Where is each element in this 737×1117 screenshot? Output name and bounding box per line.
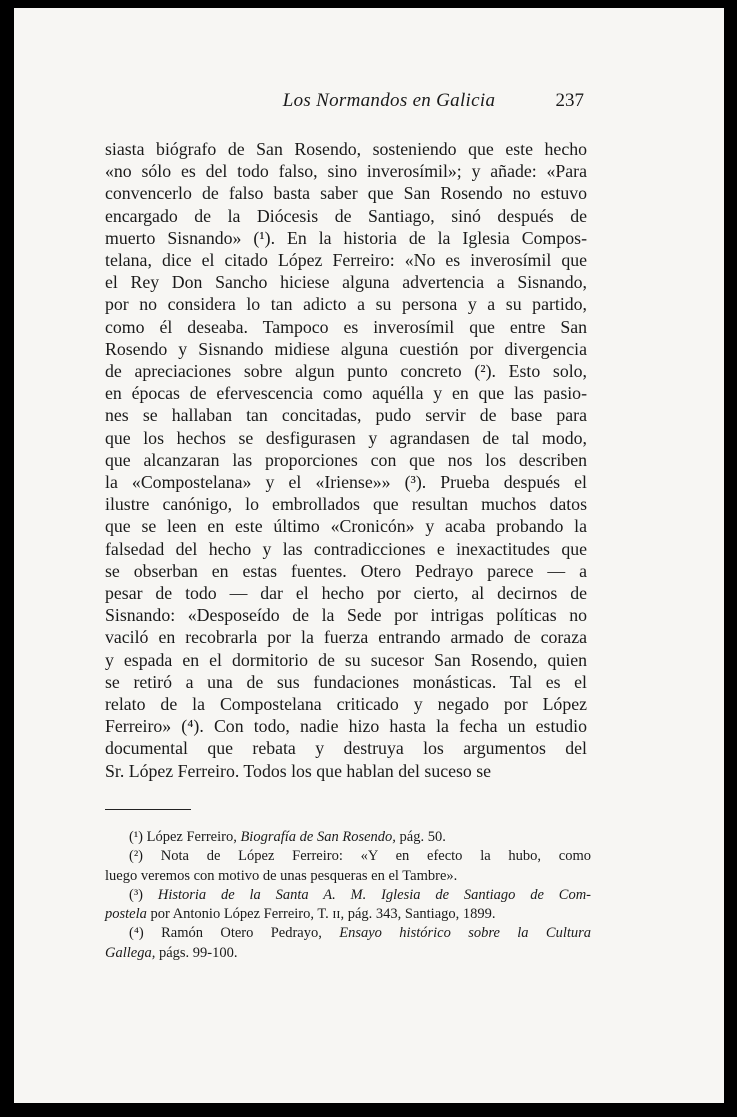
footnote-line <box>105 905 591 924</box>
footnote-title: Historia de la Santa A. M. Iglesia de Santiago de Com- <box>157 886 591 903</box>
footnote-mark: (¹) <box>129 829 144 845</box>
body-line: en épocas de efervescencia como aquélla y en que las pasio- <box>105 383 587 404</box>
body-line: vaciló en recobrarla por la fuerza entrando armado de coraza <box>105 627 587 648</box>
footnote-1 <box>105 828 591 847</box>
body-line: de apreciaciones sobre algun punto concreto (²). Esto solo, <box>105 361 587 382</box>
footnote-text: por Antonio López Ferreiro, T. ɪɪ, pág. 343, Santiago, 1899. <box>150 906 496 923</box>
body-line: que se leen en este último «Cronicón» y acaba probando la <box>105 516 587 537</box>
body-line: se retiró a una de sus fundaciones monásticas. Tal es el <box>105 671 587 692</box>
footnote-title: Biografía de San Rosendo, <box>240 829 396 845</box>
body-line: encargado de la Diócesis de Santiago, sinó después de <box>105 205 587 226</box>
footnote-text: Nota de López Ferreiro: «Y en efecto la hubo, como <box>160 848 592 865</box>
footnote-title: Ensayo histórico sobre la Cultura <box>339 925 592 942</box>
page-number: 237 <box>555 90 584 111</box>
page-header <box>14 90 724 120</box>
body-line: documental que rebata y destruya los argumentos del <box>105 738 587 759</box>
footnote-line: luego veremos con motivo de unas pesqueras en el Tambre». <box>105 867 458 884</box>
body-line: convencerlo de falso basta saber que San Rosendo no estuvo <box>105 183 587 204</box>
body-line: siasta biógrafo de San Rosendo, sosteniendo que este hecho <box>105 139 587 159</box>
footnote-2 <box>105 847 591 886</box>
footnote-line <box>105 886 591 905</box>
body-line: Sisnando: «Desposeído de la Sede por intrigas políticas no <box>105 605 587 626</box>
footnote-text: Ramón Otero Pedrayo, <box>161 925 322 942</box>
footnote-line <box>105 847 591 866</box>
body-text <box>105 138 587 782</box>
footnote-mark: (²) <box>129 848 144 865</box>
body-line: nes se hallaban tan concitadas, pudo servir de base para <box>105 405 587 426</box>
footnote-4 <box>105 924 591 963</box>
body-line: la «Compostelana» y el «Iriense»» (³). Prueba después el <box>105 472 587 493</box>
footnote-line <box>105 924 591 943</box>
body-line: «no sólo es del todo falso, sino inverosímil»; y añade: «Para <box>105 161 587 182</box>
body-line: el Rey Don Sancho hiciese alguna advertencia a Sisnando, <box>105 272 587 293</box>
footnote-divider <box>105 809 191 810</box>
body-line: como él deseaba. Tampoco es inverosímil que entre San <box>105 316 587 337</box>
footnotes <box>105 828 591 963</box>
body-line: Sr. López Ferreiro. Todos los que hablan del suceso se <box>105 760 492 781</box>
footnote-mark: (³) <box>129 886 144 903</box>
footnote-3 <box>105 886 591 925</box>
footnote-title: postela <box>105 906 147 923</box>
body-line: Ferreiro» (⁴). Con todo, nadie hizo hasta la fecha un estudio <box>105 716 587 737</box>
footnote-text: pág. 50. <box>399 829 446 845</box>
body-line: telana, dice el citado López Ferreiro: «No es inverosímil que <box>105 250 587 271</box>
footnote-mark: (⁴) <box>129 925 144 942</box>
body-line: se obserban en estas fuentes. Otero Pedrayo parece — a <box>105 560 587 581</box>
footnote-text: págs. 99-100. <box>158 944 238 961</box>
footnote-line <box>105 944 591 963</box>
body-line: que los hechos se desfigurasen y agrandasen de tal modo, <box>105 427 587 448</box>
book-page <box>14 8 724 1103</box>
footnote-text: López Ferreiro, <box>146 829 237 845</box>
body-line: que alcanzaran las proporciones con que nos los describen <box>105 449 587 470</box>
body-line: relato de la Compostelana criticado y negado por López <box>105 694 587 715</box>
body-line: y espada en el dormitorio de su sucesor San Rosendo, quien <box>105 649 587 670</box>
body-line: pesar de todo — dar el hecho por cierto, al decirnos de <box>105 583 587 604</box>
footnote-line <box>105 828 591 847</box>
body-line: Rosendo y Sisnando midiese alguna cuestión por divergencia <box>105 338 587 359</box>
body-line: muerto Sisnando» (¹). En la historia de la Iglesia Compos- <box>105 227 587 248</box>
body-line: ilustre canónigo, lo embrollados que resultan muchos datos <box>105 494 587 515</box>
running-title: Los Normandos en Galicia <box>282 90 496 111</box>
body-line: por no considera lo tan adicto a su persona y a su partido, <box>105 294 587 315</box>
body-line: falsedad del hecho y las contradicciones e inexactitudes que <box>105 538 587 559</box>
footnote-title: Gallega, <box>105 944 156 961</box>
